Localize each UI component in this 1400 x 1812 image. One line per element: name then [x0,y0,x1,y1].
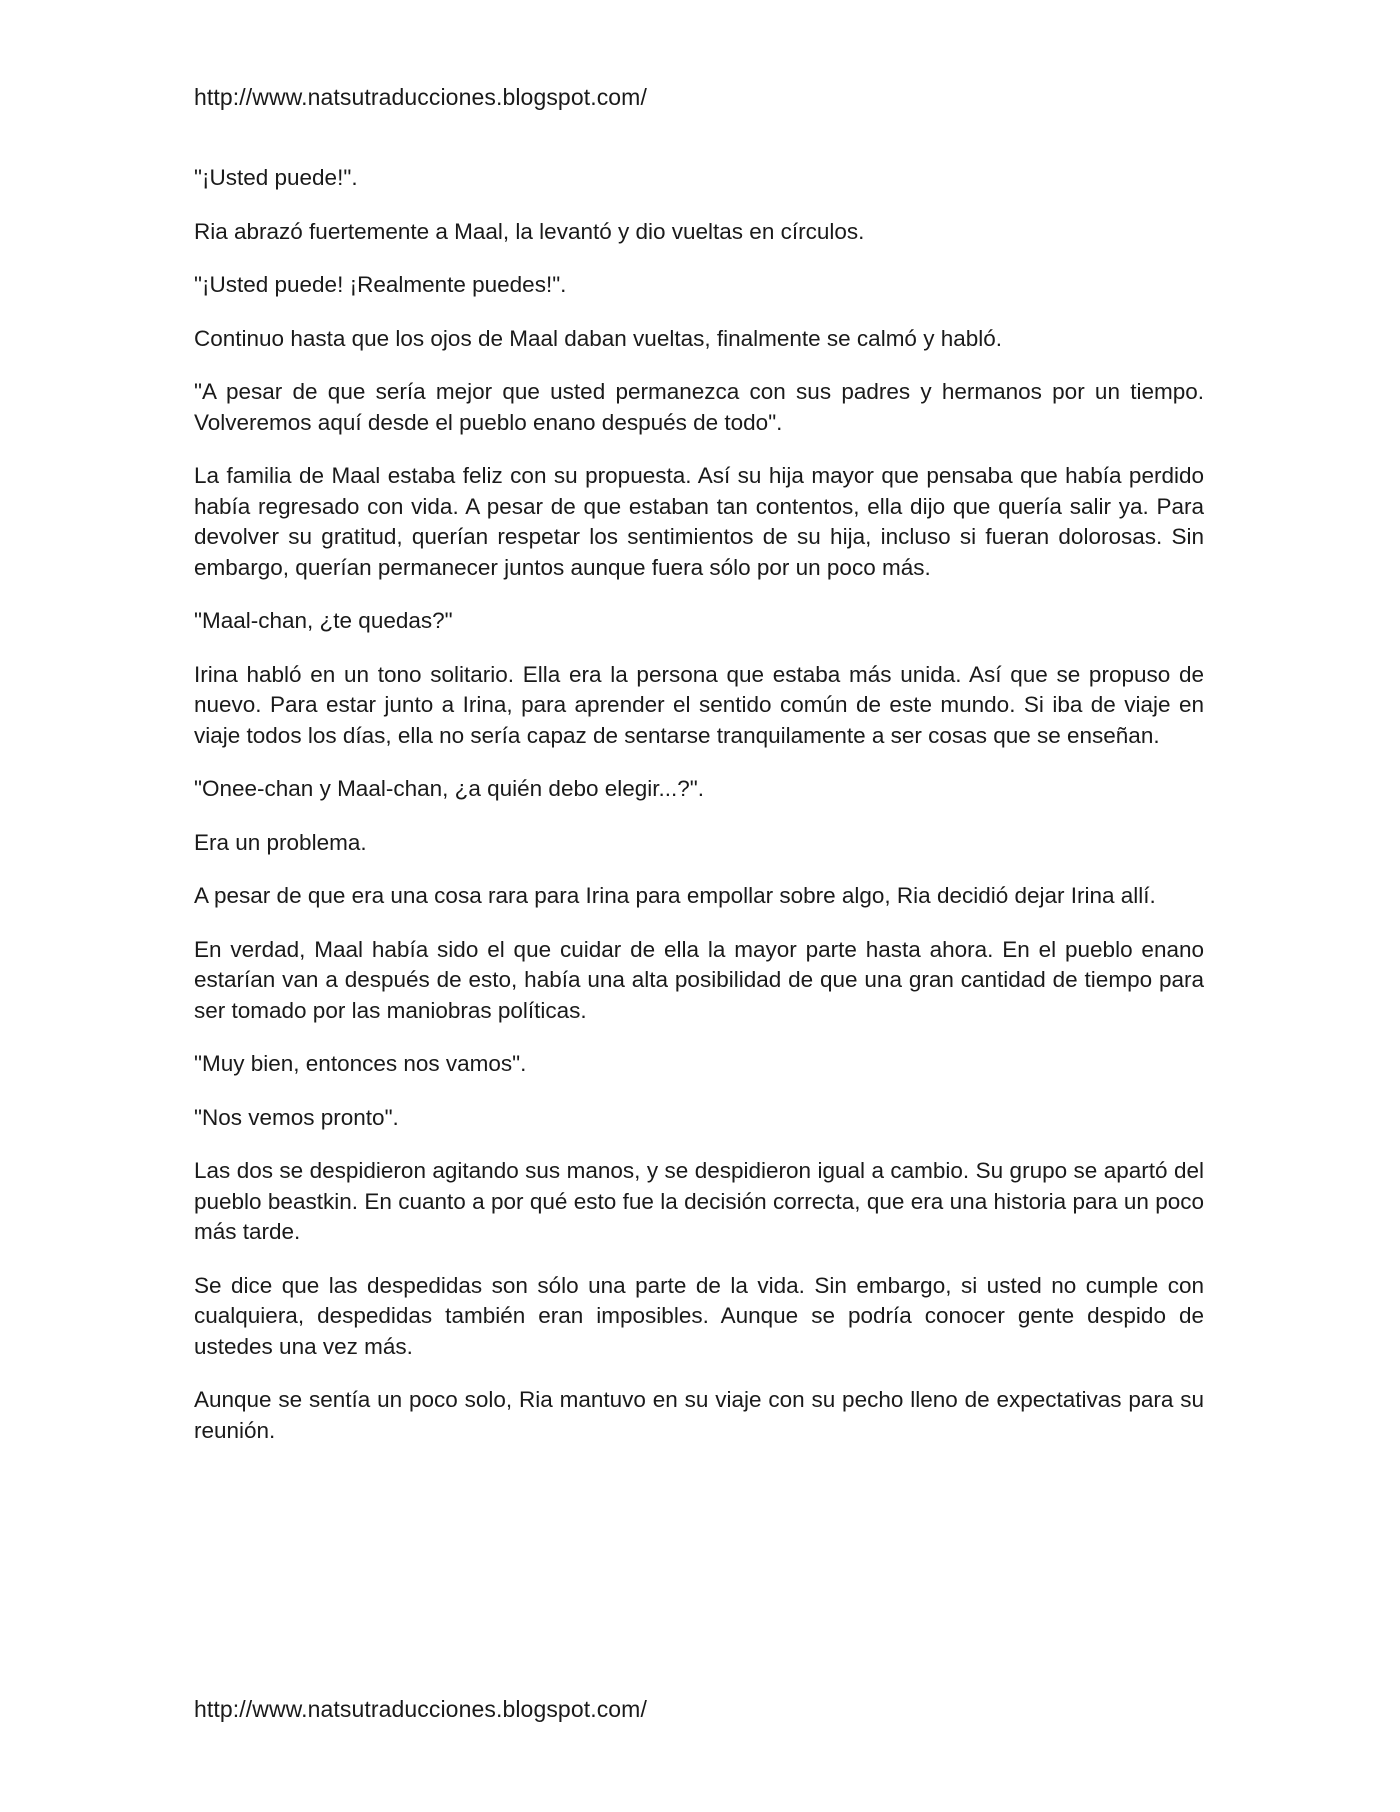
header-url: http://www.natsutraducciones.blogspot.com/ [194,84,647,110]
paragraph: Ria abrazó fuertemente a Maal, la levantó y dio vueltas en círculos. [194,218,865,244]
paragraph: Era un problema. [194,829,367,855]
footer-url: http://www.natsutraducciones.blogspot.com/ [194,1696,647,1722]
paragraph: Las dos se despidieron agitando sus manos, y se despidieron igual a cambio. Su grupo se apartó del pueblo beastkin. En cuanto a por qué esto fue la decisión correcta, que era una historia para un poco más tarde. [194,1158,1204,1244]
paragraph: En verdad, Maal había sido el que cuidar de ella la mayor parte hasta ahora. En el pueblo enano estarían van a después de esto, había una alta posibilidad de que una gran cantidad de tiempo para ser tomado por las maniobras políticas. [194,936,1204,1023]
paragraph: "A pesar de que sería mejor que usted permanezca con sus padres y hermanos por un tiempo. Volveremos aquí desde el pueblo enano después de todo". [194,379,1204,435]
paragraph: "¡Usted puede! ¡Realmente puedes!". [194,272,567,297]
paragraph: "¡Usted puede!". [194,165,358,190]
paragraph: La familia de Maal estaba feliz con su propuesta. Así su hija mayor que pensaba que había perdido había regresado con vida. A pesar de que estaban tan contentos, ella dijo que quería salir ya. Para devolver su gratitud, querían respetar los sentimientos de su hija, incluso si fueran dolorosas. Sin embargo, querían permanecer juntos aunque fuera sólo por un poco más. [194,463,1204,580]
paragraph: A pesar de que era una cosa rara para Irina para empollar sobre algo, Ria decidió dejar Irina allí. [194,883,1156,908]
paragraph: "Onee-chan y Maal-chan, ¿a quién debo elegir...?". [194,776,705,801]
paragraph: "Maal-chan, ¿te quedas?" [194,608,453,633]
paragraph: "Muy bien, entonces nos vamos". [194,1051,527,1076]
document-body [194,163,1204,1469]
paragraph: Irina habló en un tono solitario. Ella era la persona que estaba más unida. Así que se propuso de nuevo. Para estar junto a Irina, para aprender el sentido común de este mundo. Si iba de viaje en viaje todos los días, ella no sería capaz de sentarse tranquilamente a ser cosas que se enseñan. [194,661,1204,748]
paragraph: "Nos vemos pronto". [194,1104,399,1130]
paragraph: Aunque se sentía un poco solo, Ria mantuvo en su viaje con su pecho lleno de expectativas para su reunión. [194,1387,1204,1443]
paragraph: Se dice que las despedidas son sólo una parte de la vida. Sin embargo, si usted no cumple con cualquiera, despedidas también eran imposibles. Aunque se podría conocer gente despido de ustedes una vez más. [194,1272,1204,1359]
paragraph: Continuo hasta que los ojos de Maal daban vueltas, finalmente se calmó y habló. [194,325,1003,351]
